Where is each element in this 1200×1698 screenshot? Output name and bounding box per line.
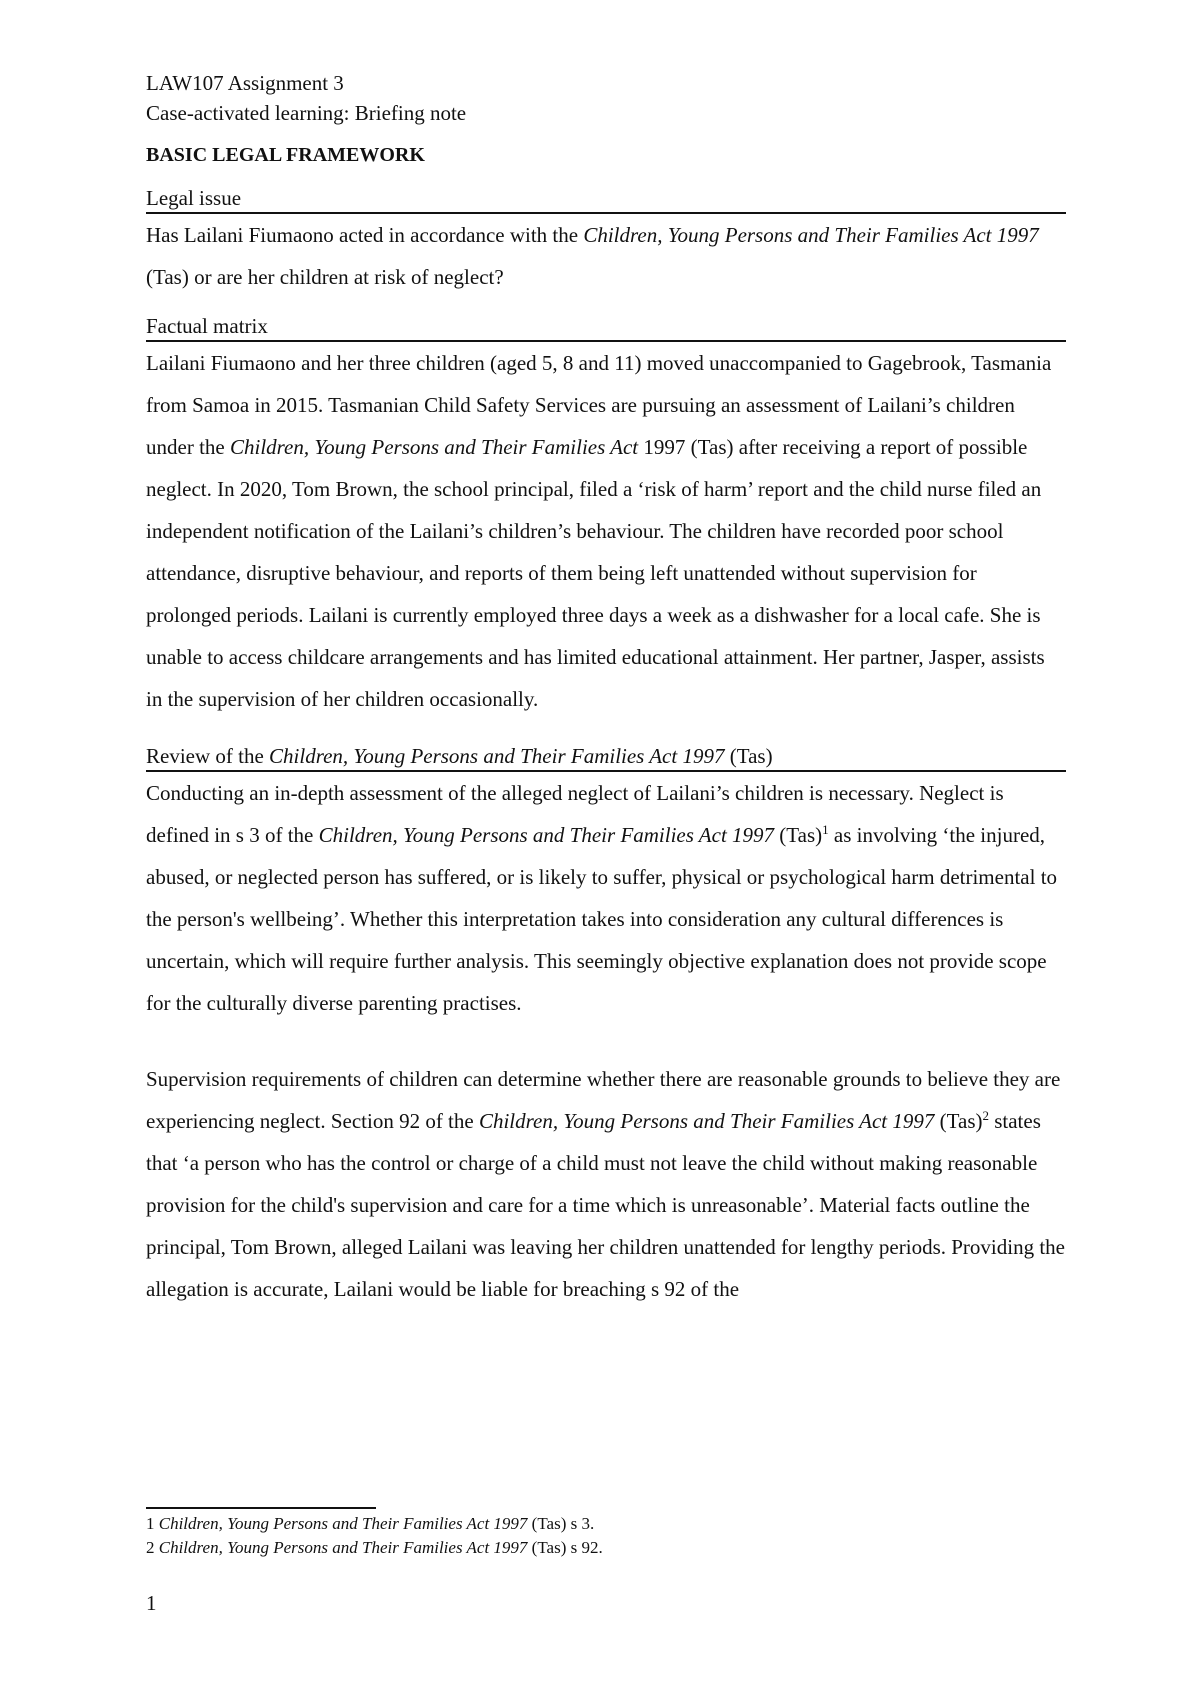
factual-matrix-text-2: 1997 (Tas) after receiving a report of possible neglect. In 2020, Tom Brown, the school principal, filed a ‘risk of harm’ report and the child nurse filed an independent notification of the Lailani’s children’s behaviour. The children have recorded poor school attendance, disruptive behaviour, and reports of them being left unattended without supervision for prolonged periods. Lailani is currently employed three days a week as a dishwasher for a local cafe. She is unable to access childcare arrangements and has limited educational attainment. Her partner, Jasper, assists in the supervision of her children occasionally. xyxy=(146,435,1045,711)
review-heading-act: Children, Young Persons and Their Families Act 1997 xyxy=(269,744,725,768)
review-p1-text-1: Conducting an in-depth assessment of the alleged neglect of Lailani’s children is necessary. Neglect is defined in s 3 of the xyxy=(146,781,1004,847)
review-p2-text-2: (Tas) xyxy=(934,1109,983,1133)
footnote-divider xyxy=(146,1507,376,1509)
footnote-ref-2[interactable]: 2 xyxy=(982,1108,989,1123)
course-header: LAW107 Assignment 3 xyxy=(146,71,344,95)
legal-issue-text-1: Has Lailani Fiumaono acted in accordance with the xyxy=(146,223,584,247)
review-p1-act-name: Children, Young Persons and Their Families Act 1997 xyxy=(318,823,775,847)
review-p1-text-3: as involving ‘the injured, abused, or neglected person has suffered, or is likely to suffer, physical or psychological harm detrimental to the person's wellbeing’. Whether this interpretation takes into consideration any cultural differences is uncertain, which will require further analysis. This seemingly objective explanation does not provide scope for the culturally diverse parenting practises. xyxy=(146,823,1058,1015)
review-heading-pre: Review of the xyxy=(146,744,270,768)
review-paragraph-1 xyxy=(146,772,1066,1024)
review-p1-text-2: (Tas) xyxy=(774,823,823,847)
page-title: BASIC LEGAL FRAMEWORK xyxy=(146,144,425,166)
factual-matrix-heading: Factual matrix xyxy=(146,312,1066,342)
footnote-2 xyxy=(146,1536,1066,1560)
legal-issue-text-2: (Tas) or are her children at risk of neglect? xyxy=(146,265,504,289)
footnote-2-rest: (Tas) s 92. xyxy=(527,1538,603,1557)
review-heading xyxy=(146,742,1066,772)
footnote-ref-1[interactable]: 1 xyxy=(822,822,829,837)
legal-issue-heading: Legal issue xyxy=(146,184,1066,214)
factual-matrix-paragraph xyxy=(146,342,1066,720)
footnote-1 xyxy=(146,1512,1066,1536)
factual-matrix-act-name: Children, Young Persons and Their Families Act xyxy=(229,435,639,459)
footnotes xyxy=(146,1512,1066,1560)
assignment-subtitle: Case-activated learning: Briefing note xyxy=(146,101,467,125)
factual-matrix-text-1: Lailani Fiumaono and her three children (aged 5, 8 and 11) moved unaccompanied to Gagebrook, Tasmania from Samoa in 2015. Tasmanian Child Safety Services are pursuing an assessment of Lailani’s children under the xyxy=(146,351,1052,459)
footnote-1-act: Children, Young Persons and Their Families Act 1997 xyxy=(158,1514,528,1533)
review-p2-text-1: Supervision requirements of children can determine whether there are reasonable grounds to believe they are experiencing neglect. Section 92 of the xyxy=(146,1067,1061,1133)
review-p2-text-3: states that ‘a person who has the control or charge of a child must not leave the child without making reasonable provision for the child's supervision and care for a time which is unreasonable’. Material facts outline the principal, Tom Brown, alleged Lailani was leaving her children unattended for lengthy periods. Providing the allegation is accurate, Lailani would be liable for breaching s 92 of the xyxy=(146,1109,1065,1301)
footnote-2-number: 2 xyxy=(146,1538,155,1557)
legal-issue-paragraph xyxy=(146,214,1066,298)
footnote-2-act: Children, Young Persons and Their Families Act 1997 xyxy=(158,1538,528,1557)
page-number: 1 xyxy=(146,1591,157,1615)
review-p2-act-name: Children, Young Persons and Their Families Act 1997 xyxy=(478,1109,935,1133)
review-heading-post: (Tas) xyxy=(724,744,773,768)
footnote-1-number: 1 xyxy=(146,1514,155,1533)
page-content xyxy=(146,68,1066,1310)
review-paragraph-2 xyxy=(146,1058,1066,1310)
legal-issue-act-name: Children, Young Persons and Their Families Act 1997 xyxy=(583,223,1039,247)
footnote-1-rest: (Tas) s 3. xyxy=(527,1514,595,1533)
